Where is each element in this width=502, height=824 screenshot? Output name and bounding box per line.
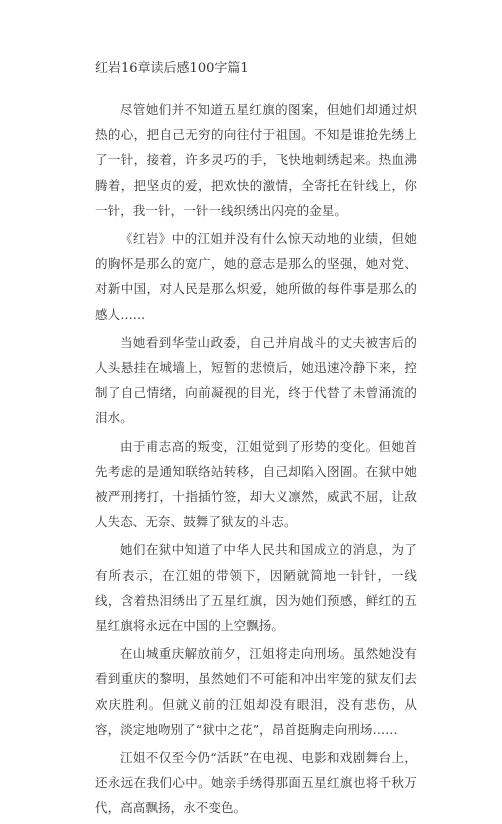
paragraph: 《红岩》中的江姐并没有什么惊天动地的业绩，但她的胸怀是那么的宽广，她的意志是那么的坚强，她对党、对新中国，对人民是那么炽爱，她所做的每件事是那么的感人……: [95, 231, 417, 322]
paragraph: 在山城重庆解放前夕，江姐将走向刑场。虽然她没有看到重庆的黎明，虽然她们不可能和冲出牢笼的狱友们去欢庆胜利。但就义前的江姐却没有眼泪，没有悲伤，从容，淡定地吻别了“狱中之花”，昂首挺胸走向刑场……: [95, 646, 417, 737]
document-title: 红岩16章读后感100字篇1: [95, 61, 249, 76]
paragraph: 由于甫志高的叛变，江姐觉到了形势的变化。但她首先考虑的是通知联络站转移，自己却陷入囹圄。在狱中她被严刑拷打，十指插竹签，却大义凛然，威武不屈，让敌人失态、无奈、鼓舞了狱友的斗志。: [95, 438, 417, 530]
paragraph: 尽管她们并不知道五星红旗的图案，但她们却通过炽热的心，把自己无穷的向往付于祖国。不知是谁抢先绣上了一针，接着，许多灵巧的手，飞快地刺绣起来。热血沸腾着，把坚贞的爱，把欢快的激情，全寄托在针线上，你一针，我一针，一针一线织绣出闪亮的金星。: [95, 102, 417, 218]
paragraph: 她们在狱中知道了中华人民共和国成立的消息，为了有所表示，在江姐的带领下，因陋就简地一针针，一线线，含着热泪绣出了五星红旗，因为她们预感，鲜红的五星红旗将永远在中国的上空飘扬。: [95, 542, 417, 634]
document-body: [95, 97, 417, 824]
paragraph: 江姐不仅至今仍“活跃”在电视、电影和戏剧舞台上，还永远在我们心中。她亲手绣得那面五星红旗也将千秋万代，高高飘扬，永不变色。: [95, 750, 417, 816]
paragraph: 当她看到华莹山政委，自己并肩战斗的丈夫被害后的人头悬挂在城墙上，短暂的悲愤后，她迅速冷静下来，控制了自己情绪，向前凝视的目光，终于代替了未曾涌流的泪水。: [95, 334, 417, 426]
